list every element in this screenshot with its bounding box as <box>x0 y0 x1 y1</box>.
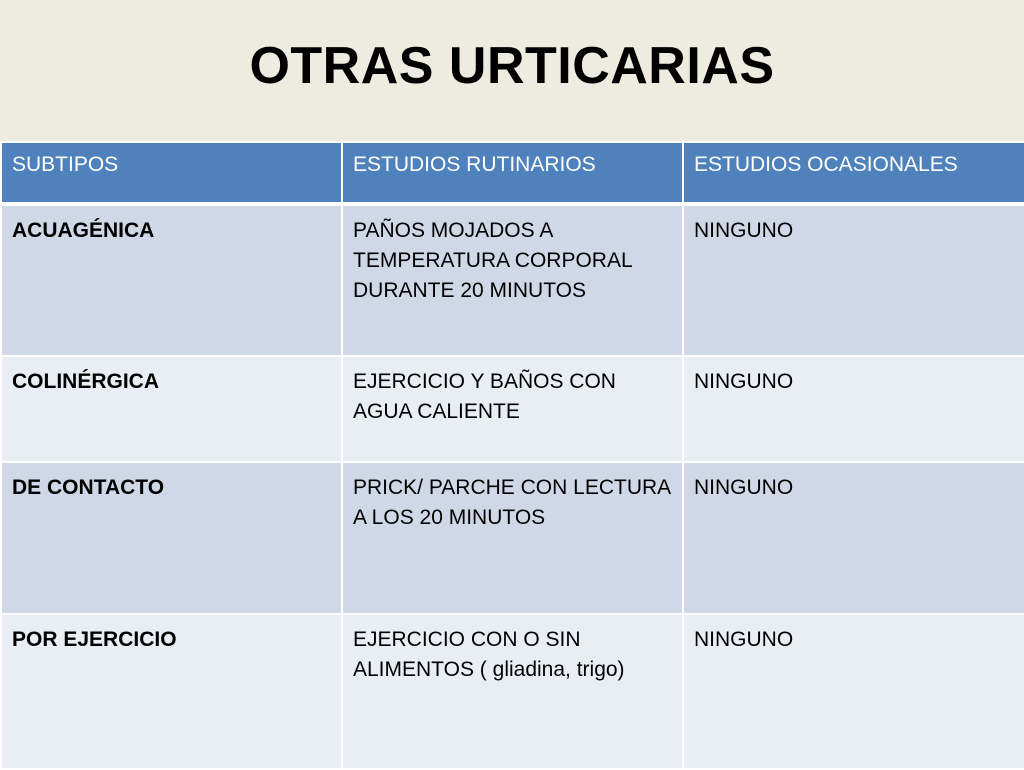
header-subtipos: SUBTIPOS <box>1 142 342 204</box>
table-row <box>1 356 1024 462</box>
cell-occasional-study: NINGUNO <box>683 204 1024 356</box>
cell-subtype: POR EJERCICIO <box>1 614 342 769</box>
cell-occasional-study: NINGUNO <box>683 614 1024 769</box>
table-row <box>1 204 1024 356</box>
urticaria-table-container <box>0 141 1024 768</box>
cell-subtype: ACUAGÉNICA <box>1 204 342 356</box>
cell-routine-study: PAÑOS MOJADOS A TEMPERATURA CORPORAL DURANTE 20 MINUTOS <box>342 204 683 356</box>
table-row <box>1 462 1024 614</box>
cell-subtype: DE CONTACTO <box>1 462 342 614</box>
header-estudios-ocasionales: ESTUDIOS OCASIONALES <box>683 142 1024 204</box>
cell-routine-study: EJERCICIO Y BAÑOS CON AGUA CALIENTE <box>342 356 683 462</box>
slide-title: OTRAS URTICARIAS <box>249 37 775 95</box>
table-header-row <box>1 142 1024 204</box>
table-row <box>1 614 1024 769</box>
cell-routine-study: EJERCICIO CON O SIN ALIMENTOS ( gliadina, trigo) <box>342 614 683 769</box>
urticaria-table <box>0 141 1024 770</box>
cell-occasional-study: NINGUNO <box>683 462 1024 614</box>
header-estudios-rutinarios: ESTUDIOS RUTINARIOS <box>342 142 683 204</box>
cell-routine-study: PRICK/ PARCHE CON LECTURA A LOS 20 MINUTOS <box>342 462 683 614</box>
cell-occasional-study: NINGUNO <box>683 356 1024 462</box>
cell-subtype: COLINÉRGICA <box>1 356 342 462</box>
